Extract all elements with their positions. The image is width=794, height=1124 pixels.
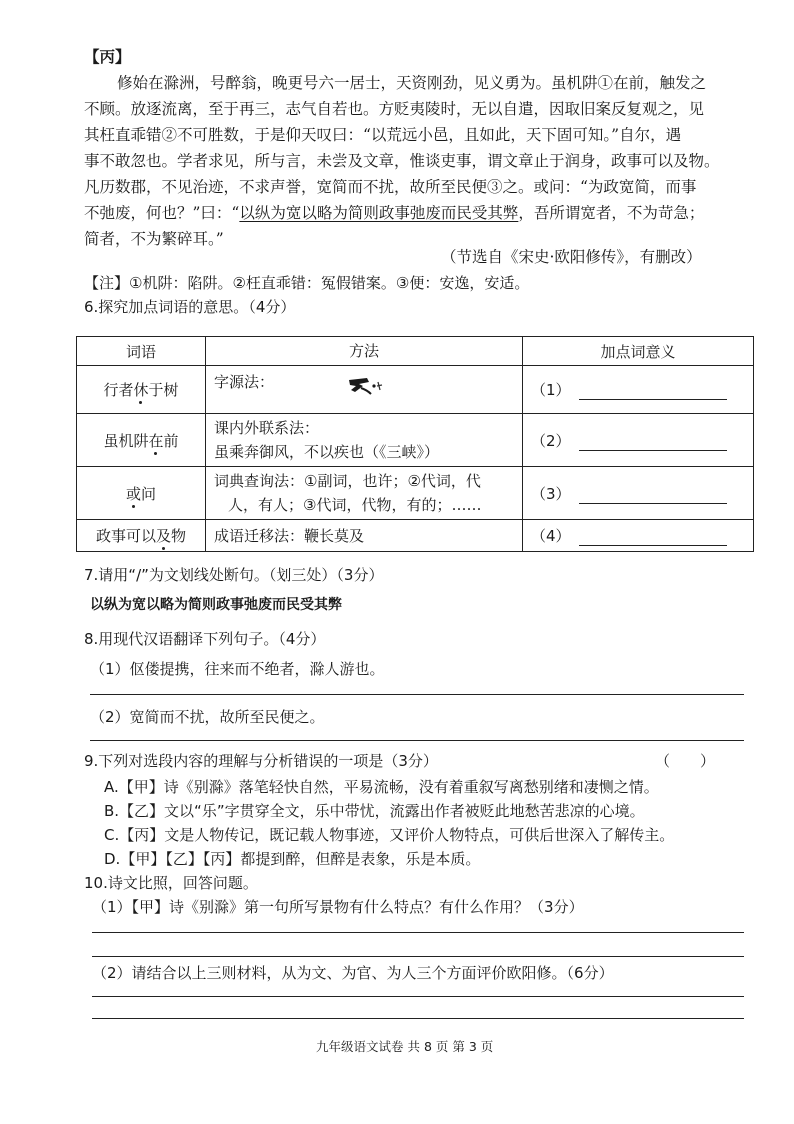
answer-blank[interactable] <box>579 436 727 451</box>
q9-option-b[interactable]: B.【乙】文以“乐”字贯穿全文，乐中带忧，流露出作者被贬此地愁苦悲凉的心境。 <box>104 802 645 820</box>
table-row: 虽机阱在前 课内外联系法： 虽乘奔御风，不以疾也（《三峡》） （2） <box>77 414 754 467</box>
q9-option-a[interactable]: A.【甲】诗《别滁》落笔轻快自然，平易流畅，没有着重叙写离愁别绪和凄恻之情。 <box>104 778 659 796</box>
passage-line-3: 其枉直乖错②不可胜数，于是仰天叹曰：“以荒远小邑，且如此，天下固可知。”自尔，遇 <box>84 126 682 144</box>
q10-question-2: （2）请结合以上三则材料，从为文、为官、为人三个方面评价欧阳修。（6分） <box>92 964 614 982</box>
table-header-method: 方法 <box>206 337 523 366</box>
q8-sentence-2: （2）宽简而不扰，故所至民便之。 <box>90 708 325 726</box>
passage-line-1: 修始在滁洲，号醉翁，晚更号六一居士，天资刚劲，见义勇为。虽机阱①在前，触发之 <box>117 74 707 92</box>
q9-answer-bracket[interactable]: （ ） <box>655 752 716 770</box>
passage-line-5: 凡历数郡，不见治迹，不求声誉，宽简而不扰，故所至民便③之。或问：“为政宽简，而事 <box>84 178 697 196</box>
answer-blank[interactable] <box>579 531 727 546</box>
answer-line[interactable] <box>92 956 744 957</box>
q6-stem: 6.探究加点词语的意思。（4分） <box>84 298 296 316</box>
dotted-word: 或 <box>125 484 141 503</box>
vocab-table <box>76 336 754 552</box>
answer-line[interactable] <box>92 996 744 997</box>
answer-line[interactable] <box>90 740 744 741</box>
dotted-word: 在 <box>148 431 164 450</box>
passage-source: （节选自《宋史·欧阳修传》，有删改） <box>441 248 702 266</box>
answer-blank[interactable] <box>579 385 727 400</box>
dotted-word: 休 <box>133 381 149 399</box>
table-header-word: 词语 <box>77 337 206 366</box>
q7-stem: 7.请用“/”为文划线处断句。（划三处）（3分） <box>84 566 384 584</box>
q7-sentence: 以纵为宽以略为简则政事弛废而民受其弊 <box>90 597 342 613</box>
ancient-character-image <box>347 374 383 396</box>
table-row: 行者休于树 字源法： （1） <box>77 366 754 414</box>
answer-blank[interactable] <box>579 489 727 504</box>
answer-line[interactable] <box>90 694 744 695</box>
passage-line-7: 简者，不为繁碎耳。” <box>84 230 224 248</box>
passage-tag: 【丙】 <box>84 47 131 66</box>
q9-option-c[interactable]: C.【丙】文是人物传记，既记载人物事迹，又评价人物特点，可供后世深入了解传主。 <box>104 826 675 844</box>
page-footer: 九年级语文试卷 共 8 页 第 3 页 <box>316 1039 494 1054</box>
passage-line-6-post: ，吾所谓宽者，不为苛急； <box>518 204 705 222</box>
passage-note: 【注】①机阱：陷阱。②枉直乖错：冤假错案。③便：安逸，安适。 <box>84 274 530 292</box>
answer-line[interactable] <box>92 1018 744 1019</box>
dotted-word: 及 <box>155 527 171 545</box>
method-label: 字源法： <box>214 373 275 391</box>
q8-sentence-1: （1）伛偻提携，往来而不绝者，滁人游也。 <box>90 660 385 678</box>
passage-line-6-pre: 不弛废，何也？”曰：“ <box>84 204 240 222</box>
q10-question-1: （1）【甲】诗《别滁》第一句所写景物有什么特点？有什么作用？（3分） <box>92 898 584 916</box>
passage-line-4: 事不敢忽也。学者求见，所与言，未尝及文章，惟谈吏事，谓文章止于润身，政事可以及物。 <box>84 152 720 170</box>
table-header-meaning: 加点词意义 <box>523 337 754 366</box>
q9-option-d[interactable]: D.【甲】【乙】【丙】都提到醉，但醉是表象，乐是本质。 <box>104 850 481 868</box>
passage-line-6 <box>84 200 704 226</box>
q9-stem: 9.下列对选段内容的理解与分析错误的一项是（3分） <box>84 752 438 770</box>
passage-line-2: 不顾。放逐流离，至于再三，志气自若也。方贬夷陵时，无以自遣，因取旧案反复观之，见 <box>84 100 705 118</box>
table-row: 政事可以及物 成语迁移法：鞭长莫及 （4） <box>77 520 754 552</box>
q8-stem: 8.用现代汉语翻译下列句子。（4分） <box>84 630 326 648</box>
table-row: 或问 词典查询法：①副词，也许；②代词，代 人，有人；③代词，代物，有的；…… （3） <box>77 467 754 520</box>
answer-line[interactable] <box>92 932 744 933</box>
underlined-sentence: 以纵为宽以略为简则政事弛废而民受其弊 <box>239 204 519 222</box>
q10-stem: 10.诗文比照，回答问题。 <box>84 874 258 892</box>
